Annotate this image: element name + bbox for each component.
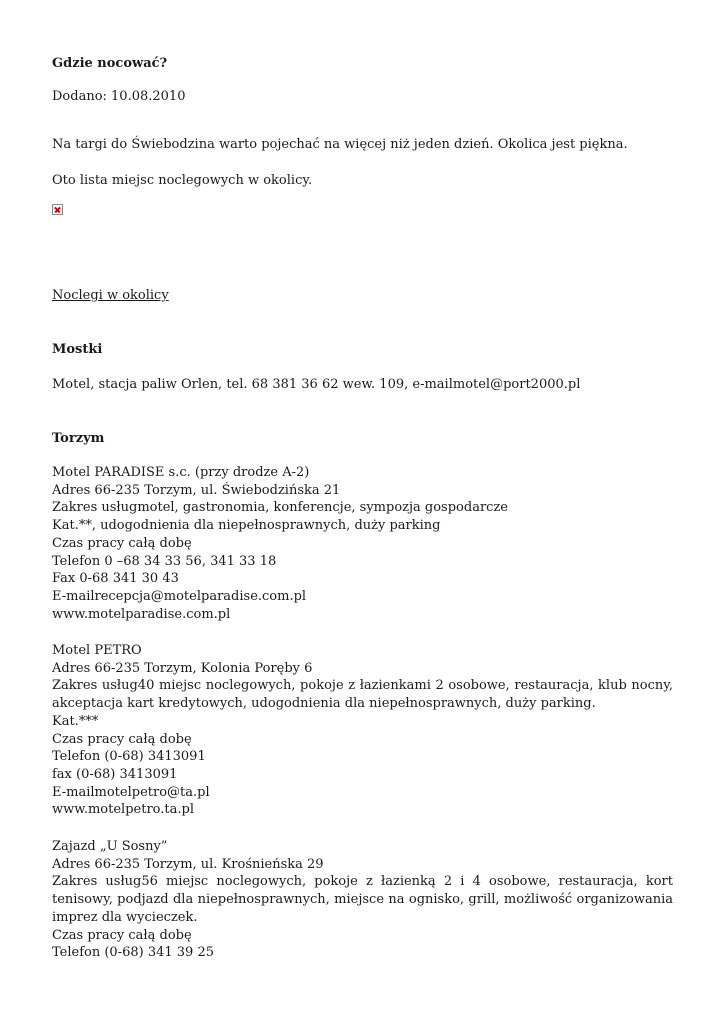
paradise-line: Motel PARADISE s.c. (przy drodze A-2): [52, 465, 310, 480]
nearby-accommodation-link[interactable]: Noclegi w okolicy: [52, 288, 169, 303]
paradise-line: Kat.**, udogodnienia dla niepełnosprawnych, duży parking: [52, 518, 441, 534]
sosna-name: Zajazd „U Sosny”: [52, 839, 168, 854]
page-title: Gdzie nocować?: [52, 56, 168, 71]
paradise-line: Czas pracy całą dobę: [52, 535, 192, 551]
petro-line: Kat.***: [52, 713, 99, 729]
petro-line: fax (0-68) 3413091: [52, 766, 178, 782]
petro-line: Czas pracy całą dobę: [52, 731, 192, 747]
sosna-address: Adres 66-235 Torzym, ul. Krośnieńska 29: [52, 856, 324, 872]
petro-name: Motel PETRO: [52, 643, 142, 658]
petro-services: Zakres usług40 miejsc noclegowych, pokoje z łazienkami 2 osobowe, restauracja, klub nocny, akceptacja kart kredytowych, udogodnienia dla niepełnosprawnych, duży parking.: [52, 678, 673, 712]
sosna-line: Telefon (0-68) 341 39 25: [52, 945, 214, 961]
petro-line: www.motelpetro.ta.pl: [52, 802, 194, 818]
paradise-line: Adres 66-235 Torzym, ul. Świebodzińska 21: [52, 482, 341, 498]
paradise-line: Fax 0-68 341 30 43: [52, 571, 179, 587]
paradise-line: E-mailrecepcja@motelparadise.com.pl: [52, 588, 307, 604]
mostki-heading: Mostki: [52, 342, 103, 357]
motel-paradise-listing: [52, 464, 673, 623]
petro-line: E-mailmotelpetro@ta.pl: [52, 784, 210, 800]
broken-image-icon: [52, 204, 63, 215]
date-added: Dodano: 10.08.2010: [52, 89, 186, 104]
sosna-services: Zakres usług56 miejsc noclegowych, pokoje z łazienką 2 i 4 osobowe, restauracja, kort tenisowy, podjazd dla niepełnosprawnych, miejsce na ognisko, grill, możliwość organizowania imprez dla wycieczek.: [52, 874, 673, 925]
paradise-line: www.motelparadise.com.pl: [52, 606, 231, 622]
mostki-motel-info: Motel, stacja paliw Orlen, tel. 68 381 36 62 wew. 109, e-mailmotel@port2000.pl: [52, 377, 581, 392]
torzym-heading: Torzym: [52, 431, 105, 446]
petro-line: Telefon (0-68) 3413091: [52, 749, 206, 765]
zajazd-u-sosny-listing: [52, 838, 673, 962]
sosna-line: Czas pracy całą dobę: [52, 927, 192, 943]
list-intro-paragraph: Oto lista miejsc noclegowych w okolicy.: [52, 173, 313, 188]
paradise-line: Zakres usługmotel, gastronomia, konferencje, sympozja gospodarcze: [52, 500, 508, 516]
petro-address: Adres 66-235 Torzym, Kolonia Poręby 6: [52, 660, 313, 676]
intro-paragraph: Na targi do Świebodzina warto pojechać na więcej niż jeden dzień. Okolica jest piękna.: [52, 137, 628, 152]
motel-petro-listing: [52, 642, 673, 819]
paradise-line: Telefon 0 –68 34 33 56, 341 33 18: [52, 553, 277, 569]
